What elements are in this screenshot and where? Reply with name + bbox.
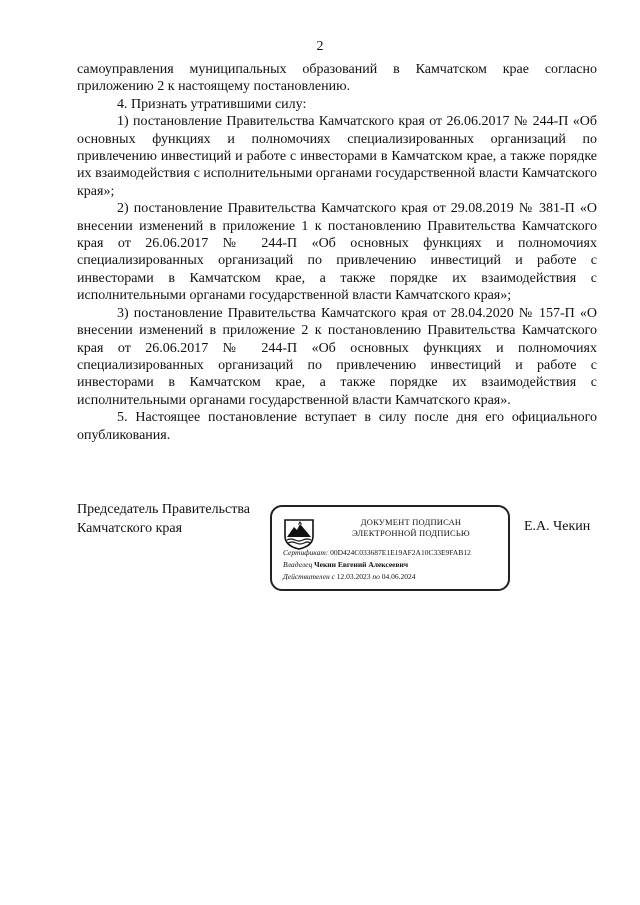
signer-name: Е.А. Чекин	[524, 519, 591, 534]
stamp-heading-line1: ДОКУМЕНТ ПОДПИСАН	[360, 517, 462, 527]
owner-label: Владелец	[283, 560, 313, 569]
page-number: 2	[316, 39, 324, 54]
valid-to-prefix: по	[372, 572, 380, 581]
paragraph-item-4: 4. Признать утратившими силу:	[117, 96, 307, 112]
certificate-value: 00D424C033687E1E19AF2A10C33E9FAB12	[330, 548, 471, 557]
signer-title-line2: Камчатского края	[77, 521, 183, 536]
signer-title	[77, 500, 277, 538]
valid-from: 12.03.2023	[336, 572, 371, 581]
stamp-certificate: Сертификат: 00D424C033687E1E19AF2A10C33E9FAB12	[283, 548, 471, 557]
stamp-validity	[283, 572, 416, 582]
validity-label: Действителен	[283, 572, 330, 581]
stamp-owner	[283, 560, 408, 570]
kamchatka-coat-of-arms-icon	[282, 516, 316, 550]
signer-title-line1: Председатель Правительства	[77, 502, 250, 517]
stamp-heading	[316, 517, 506, 539]
electronic-signature-stamp	[270, 505, 510, 591]
paragraph-item-5: 5. Настоящее постановление вступает в силу после дня его официального опубликования.	[77, 410, 597, 443]
paragraph-subitem-2: 2) постановление Правительства Камчатского края от 29.08.2019 № 381-П «О внесении изменений в приложение 1 к постановлению Правительства Камчатского края от 26.06.2017 № 244-П «Об основных функциях и полномочиях специализированных организаций по привлечению инвестиций и работе с инвесторами в Камчатском крае, а также порядке их взаимодействия с исполнительными органами государственной власти Камчатского края»;	[77, 201, 597, 304]
valid-to: 04.06.2024	[381, 572, 416, 581]
certificate-label: Сертификат	[283, 548, 326, 557]
paragraph-subitem-3: 3) постановление Правительства Камчатского края от 28.04.2020 № 157-П «О внесении изменений в приложение 2 к постановлению Правительства Камчатского края от 26.06.2017 № 244-П «Об основных функциях и полномочиях специализированных организаций по привлечению инвестиций и работе с инвесторами в Камчатском крае, а также порядке их взаимодействия с исполнительными органами государственной власти Камчатского края».	[77, 305, 597, 408]
stamp-heading-line2: ЭЛЕКТРОННОЙ ПОДПИСЬЮ	[352, 528, 470, 538]
document-body	[77, 61, 597, 444]
valid-from-prefix: с	[331, 572, 335, 581]
owner-value: Чекин Евгений Алексеевич	[314, 560, 409, 569]
paragraph-continuation: самоуправления муниципальных образований в Камчатском крае согласно приложению 2 к настоящему постановлению.	[77, 62, 597, 95]
paragraph-subitem-1: 1) постановление Правительства Камчатского края от 26.06.2017 № 244-П «Об основных функциях и полномочиях специализированных организаций по привлечению инвестиций и работе с инвесторами в Камчатском крае, а также порядке их взаимодействия с исполнительными органами государственной власти Камчатского края»;	[77, 114, 597, 199]
